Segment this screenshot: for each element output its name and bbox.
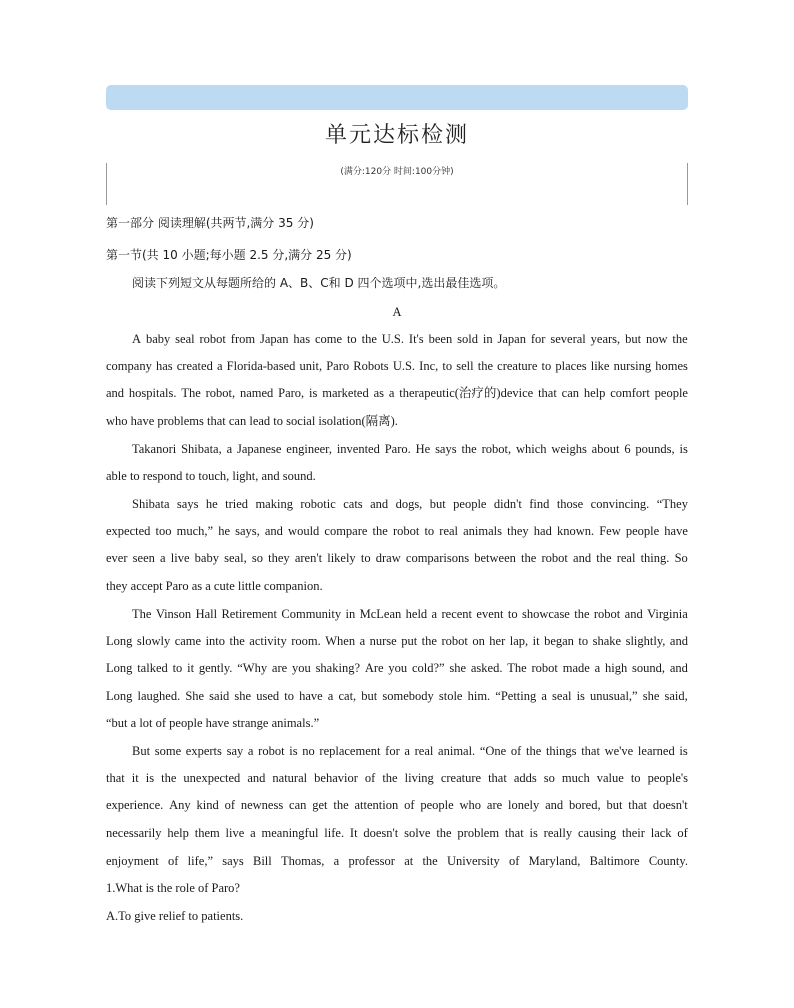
- passage-line: ever seen a live baby seal, so they aren't likely to draw comparisons between the robot and the real thing. So: [106, 551, 688, 565]
- score-time-note: (满分:120分 时间:100分钟): [340, 167, 454, 177]
- passage-line: able to respond to touch, light, and sound.: [106, 469, 316, 483]
- passage-line: they accept Paro as a cute little companion.: [106, 579, 323, 593]
- part-heading: 第一部分 阅读理解(共两节,满分 35 分): [106, 216, 314, 230]
- passage-line: expected too much,” he says, and would compare the robot to real animals they had known. Few people have: [106, 524, 688, 538]
- passage-line: Long talked to it gently. “Why are you shaking? Are you cold?” she asked. The robot made a high sound, and: [106, 661, 688, 675]
- instruction-text: 阅读下列短文从每题所给的 A、B、C和 D 四个选项中,选出最佳选项。: [132, 276, 506, 290]
- question-stem: 1.What is the role of Paro?: [106, 881, 240, 895]
- subsection-heading: 第一节(共 10 小题;每小题 2.5 分,满分 25 分): [106, 248, 352, 262]
- passage-line: who have problems that can lead to social isolation(隔离).: [106, 414, 398, 428]
- passage-line: and hospitals. The robot, named Paro, is marketed as a therapeutic(治疗的)device that can help comfort people: [106, 386, 688, 400]
- passage-label: A: [392, 305, 402, 319]
- passage-line: necessarily help them live a meaningful life. It doesn't solve the problem that is really causing their lack of: [106, 826, 688, 840]
- header-banner: [106, 85, 688, 110]
- passage-line: experience. Any kind of newness can get the attention of people who are lonely and bored, but that doesn't: [106, 798, 688, 812]
- passage-line: A baby seal robot from Japan has come to the U.S. It's been sold in Japan for several years, but now the: [132, 332, 688, 346]
- page-title: 单元达标检测: [324, 123, 469, 148]
- passage-line: Takanori Shibata, a Japanese engineer, invented Paro. He says the robot, which weighs about 6 pounds, is: [132, 442, 688, 456]
- passage-line: The Vinson Hall Retirement Community in McLean held a recent event to showcase the robot and Virginia: [132, 607, 688, 621]
- passage-line: Shibata says he tried making robotic cats and dogs, but people didn't find those convincing. “They: [132, 497, 688, 511]
- answer-option-a: A.To give relief to patients.: [106, 909, 244, 923]
- passage-line: that it is the unexpected and natural behavior of the living creature that adds so much value to people's: [106, 771, 688, 785]
- passage-line: company has created a Florida-based unit, Paro Robots U.S. Inc, to sell the creature to places like nursing homes: [106, 359, 688, 373]
- passage-line: enjoyment of life,” says Bill Thomas, a professor at the University of Maryland, Baltimore County.: [106, 854, 688, 868]
- passage-line: “but a lot of people have strange animals.”: [106, 716, 320, 730]
- passage-line: Long slowly came into the activity room. When a nurse put the robot on her lap, it began to shake slightly, and: [106, 634, 688, 648]
- passage-line: But some experts say a robot is no replacement for a real animal. “One of the things that we've learned is: [132, 744, 688, 758]
- passage-line: Long laughed. She said she used to have a cat, but somebody stole him. “Petting a seal is unusual,” she said,: [106, 689, 688, 703]
